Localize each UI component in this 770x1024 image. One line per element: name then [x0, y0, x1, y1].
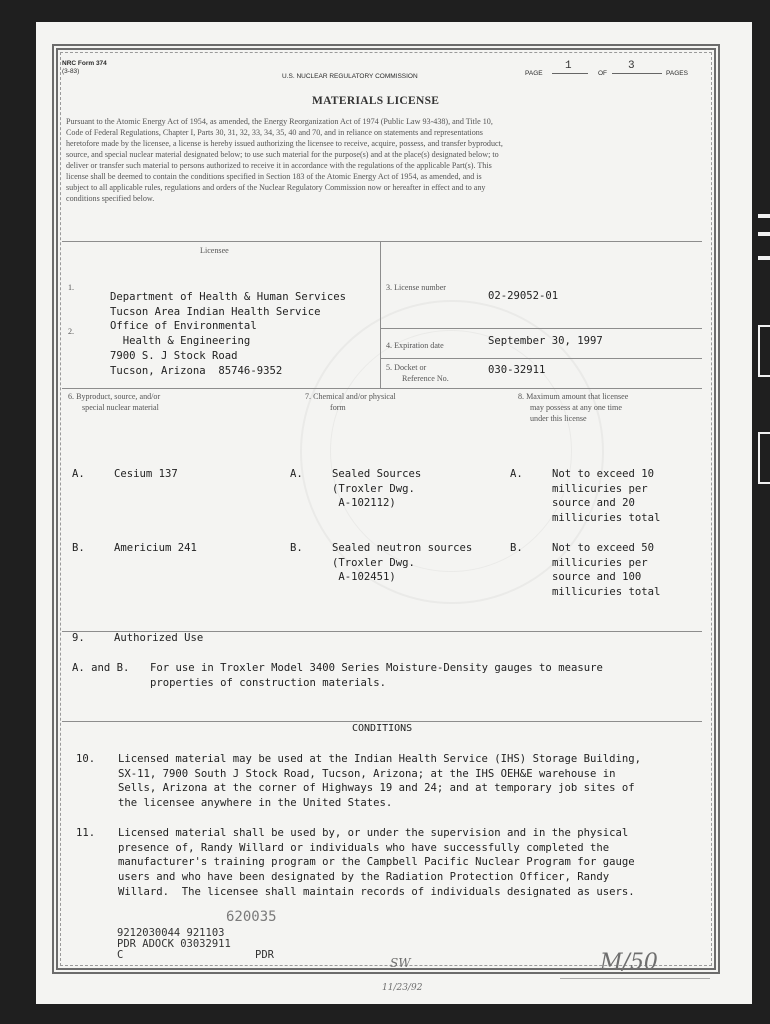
scan-artifact: [758, 232, 770, 236]
authorized-use-text: [150, 661, 603, 690]
license-number: 02-29052-01: [488, 290, 559, 302]
document-reference: [117, 927, 274, 961]
condition-line: manufacturer's training program or the Campbell Pacific Nuclear Program for gauge: [118, 856, 635, 869]
material-b-letter: B.: [72, 542, 85, 554]
condition-11-number: 11.: [76, 827, 96, 839]
licensee-line: Office of Environmental: [110, 320, 257, 333]
license-number-label: 3. License number: [386, 283, 447, 292]
form-line: Sealed neutron sources: [332, 542, 473, 554]
condition-line: SX-11, 7900 South J Stock Road, Tucson, Arizona; at the IHS OEH&E warehouse in: [118, 767, 616, 780]
rule: [380, 241, 381, 388]
scan-artifact: [758, 432, 770, 484]
rule: [62, 241, 702, 242]
preamble-line: source, and special nuclear material designated below; to use such material for the purpose(s) and at the place(s) designated below; to: [66, 150, 499, 159]
authorized-use-number: 9.: [72, 632, 85, 644]
preamble-line: heretofore made by the licensee, a license is hereby issued authorizing the licensee to receive, acquire, possess, and transfer byproduct,: [66, 139, 503, 148]
preamble-line: license shall be deemed to contain the conditions specified in Section 183 of the Atomic Energy Act of 1954, as amended, and is: [66, 172, 482, 181]
signature-line: [560, 978, 710, 979]
preamble-line: deliver or transfer such material to persons authorized to receive it in accordance with the regulations of the applicable Part(s). This: [66, 161, 492, 170]
condition-line: Sells, Arizona at the corner of Highways 19 and 24; and at temporary job sites of: [118, 782, 635, 795]
condition-line: the licensee anywhere in the United States.: [118, 797, 393, 810]
handwritten-initials: SW: [390, 956, 411, 970]
form-line: A-102451): [332, 571, 396, 584]
page-number-line: [552, 73, 588, 74]
amount-b: [552, 541, 660, 600]
licensee-line: Tucson, Arizona 85746-9352: [110, 364, 283, 377]
form-number: NRC Form 374: [62, 60, 107, 67]
amount-line: source and 100: [552, 571, 642, 584]
condition-10: [118, 752, 641, 811]
pages-label: PAGES: [666, 70, 688, 77]
form-line: Sealed Sources: [332, 468, 422, 480]
form-a: [332, 467, 421, 511]
expiration-date: September 30, 1997: [488, 335, 603, 347]
conditions-heading: CONDITIONS: [352, 723, 413, 734]
rule: [62, 388, 702, 389]
form-line: A-102112): [332, 497, 396, 510]
docket-label: 5. Docket or: [386, 363, 427, 372]
licensee-line: 7900 S. J Stock Road: [110, 349, 238, 362]
col8-header-3: under this license: [530, 414, 587, 423]
handwritten-date: 11/23/92: [382, 983, 423, 993]
total-pages: 3: [628, 60, 635, 72]
doc-ref-line-3: [117, 949, 274, 961]
preamble-line: subject to all applicable rules, regulations and orders of the Nuclear Regulatory Commission now or hereafter in effect and to any: [66, 183, 486, 192]
licensee-header: Licensee: [200, 246, 229, 255]
agency-name: U.S. NUCLEAR REGULATORY COMMISSION: [282, 73, 418, 80]
condition-line: Licensed material may be used at the Indian Health Service (IHS) Storage Building,: [118, 753, 641, 765]
condition-line: Licensed material shall be used by, or under the supervision and in the physical: [118, 827, 629, 839]
docket-label-2: Reference No.: [402, 374, 449, 383]
material-a-letter: A.: [72, 468, 85, 480]
preamble-line: Pursuant to the Atomic Energy Act of 1954, as amended, the Energy Reorganization Act of 1974 (Public Law 93-438), and Title 10,: [66, 117, 493, 126]
preamble: [66, 116, 698, 204]
licensee-line: Health & Engineering: [110, 335, 251, 348]
total-pages-line: [612, 73, 662, 74]
amount-a: [552, 467, 660, 526]
docket-number: 030-32911: [488, 364, 546, 376]
expiration-label: 4. Expiration date: [386, 341, 444, 350]
authorized-use-heading: Authorized Use: [114, 632, 204, 644]
stamp-number: 620035: [226, 909, 277, 925]
amount-line: millicuries total: [552, 586, 661, 599]
amount-line: source and 20: [552, 497, 635, 510]
handwritten-mark: M/50: [600, 950, 658, 975]
form-line: (Troxler Dwg.: [332, 482, 415, 495]
preamble-line: conditions specified below.: [66, 194, 155, 203]
condition-10-number: 10.: [76, 753, 96, 765]
amount-line: millicuries per: [552, 556, 648, 569]
scan-artifact: [758, 325, 770, 377]
authorized-use-line: properties of construction materials.: [150, 676, 386, 689]
material-b-name: Americium 241: [114, 542, 197, 554]
col6-header-2: special nuclear material: [82, 403, 159, 412]
rule: [380, 328, 702, 329]
doc-ref-c: C: [117, 949, 124, 961]
condition-11: [118, 826, 635, 900]
condition-line: Willard. The licensee shall maintain records of individuals designated as users.: [118, 885, 635, 898]
col7-header: 7. Chemical and/or physical: [305, 392, 396, 401]
amount-b-letter: B.: [510, 542, 523, 554]
material-a-name: Cesium 137: [114, 468, 178, 480]
condition-line: users and who have been designated by the Radiation Protection Officer, Randy: [118, 871, 610, 884]
form-b-letter: B.: [290, 542, 303, 554]
col7-header-2: form: [330, 403, 346, 412]
licensee-item-2: 2.: [68, 327, 75, 336]
form-a-letter: A.: [290, 468, 303, 480]
scan-artifact: [758, 214, 770, 218]
form-revision: (3-83): [62, 68, 80, 75]
licensee-line: Tucson Area Indian Health Service: [110, 305, 321, 318]
licensee-item-1: 1.: [68, 283, 75, 292]
scan-artifact: [758, 256, 770, 260]
amount-a-letter: A.: [510, 468, 523, 480]
col8-header-2: may possess at any one time: [530, 403, 622, 412]
authorized-use-prefix: A. and B.: [72, 662, 130, 674]
preamble-line: Code of Federal Regulations, Chapter I, Parts 30, 31, 32, 33, 34, 35, 40 and 70, and in reliance on statements and representations: [66, 128, 483, 137]
form-line: (Troxler Dwg.: [332, 556, 415, 569]
doc-ref-line: 9212030044 921103: [117, 927, 225, 939]
form-b: [332, 541, 472, 585]
rule: [380, 358, 702, 359]
page-label: PAGE: [525, 70, 543, 77]
amount-line: millicuries per: [552, 482, 648, 495]
doc-ref-line: PDR ADOCK 03032911: [117, 938, 231, 950]
col8-header: 8. Maximum amount that licensee: [518, 392, 629, 401]
condition-line: presence of, Randy Willard or individuals who have successfully completed the: [118, 841, 610, 854]
licensee-line: Department of Health & Human Services: [110, 291, 346, 303]
amount-line: Not to exceed 50: [552, 542, 655, 554]
authorized-use-line: For use in Troxler Model 3400 Series Moisture-Density gauges to measure: [150, 662, 603, 674]
doc-ref-pdr: PDR: [255, 949, 274, 961]
col6-header: 6. Byproduct, source, and/or: [68, 392, 161, 401]
document-title: MATERIALS LICENSE: [312, 95, 440, 107]
page-number: 1: [565, 60, 572, 72]
amount-line: millicuries total: [552, 512, 661, 525]
of-label: OF: [598, 70, 608, 77]
licensee-address: [110, 290, 346, 378]
amount-line: Not to exceed 10: [552, 468, 655, 480]
